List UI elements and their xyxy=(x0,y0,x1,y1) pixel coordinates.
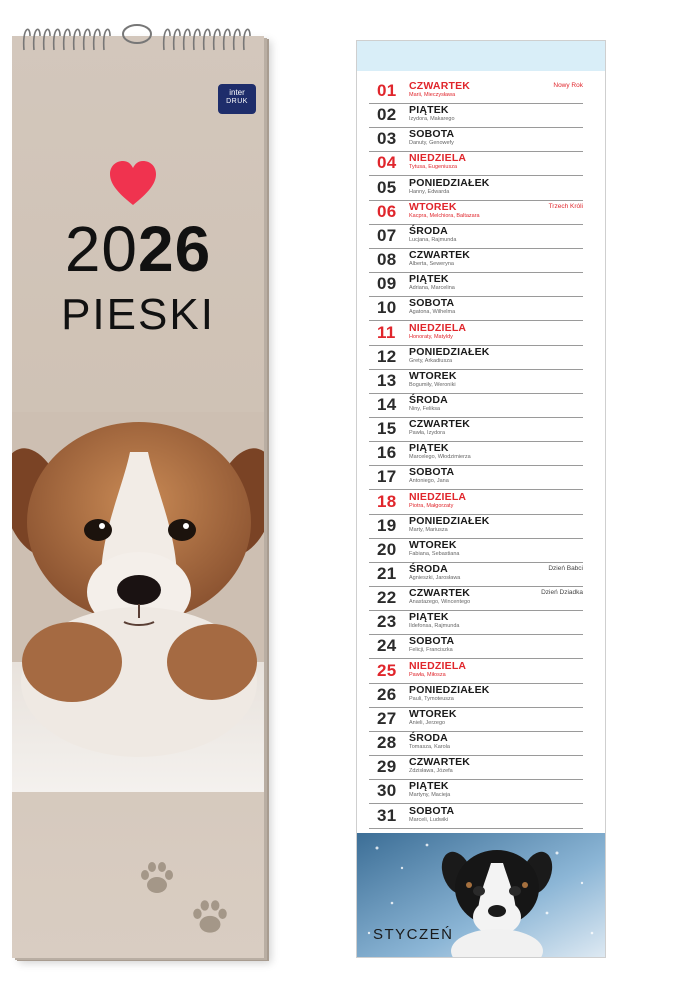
name-day: Izydora, Makarego xyxy=(409,116,455,123)
day-weekday: WTOREK xyxy=(409,707,457,720)
year-thin: 20 xyxy=(64,213,138,285)
day-row xyxy=(369,634,583,659)
name-day: Marii, Mieczysława xyxy=(409,92,456,98)
paw-print-icon xyxy=(188,896,232,940)
name-day: Piotra, Małgorzaty xyxy=(409,502,454,509)
day-row xyxy=(369,707,583,732)
day-row xyxy=(369,200,583,225)
day-weekday: PONIEDZIAŁEK xyxy=(409,345,490,358)
day-weekday: PIĄTEK xyxy=(409,104,449,117)
name-day: Danuty, Genowefy xyxy=(409,140,454,147)
name-day: Marceli, Ludwiki xyxy=(409,816,449,823)
day-row xyxy=(369,755,583,780)
day-number: 13 xyxy=(377,370,397,390)
day-row xyxy=(369,562,583,587)
name-day: Pauli, Tymoteusza xyxy=(409,695,454,702)
day-weekday: WTOREK xyxy=(409,369,457,382)
name-day: Lucjana, Rajmunda xyxy=(409,236,457,243)
day-weekday: NIEDZIELA xyxy=(409,152,467,165)
name-day: Adriana, Marcelina xyxy=(409,285,455,292)
day-row xyxy=(369,514,583,539)
day-number: 21 xyxy=(377,564,397,583)
day-row xyxy=(369,683,583,708)
name-day: Martyny, Macieja xyxy=(409,792,451,799)
day-weekday: PIĄTEK xyxy=(409,442,449,455)
name-day: Kacpra, Melchiora, Baltazara xyxy=(409,212,480,219)
day-weekday: PIĄTEK xyxy=(409,273,449,286)
name-day: Agnieszki, Jarosława xyxy=(409,575,461,581)
holiday-label: Trzech Króli xyxy=(548,202,583,210)
day-number: 09 xyxy=(377,274,397,294)
day-weekday: SOBOTA xyxy=(409,635,455,648)
day-weekday: SOBOTA xyxy=(409,466,455,479)
day-number: 28 xyxy=(377,733,397,753)
name-day: Niny, Feliksa xyxy=(409,405,441,412)
day-weekday: PONIEDZIAŁEK xyxy=(409,683,490,696)
day-number: 03 xyxy=(377,129,397,149)
day-row xyxy=(369,804,583,829)
spiral-binding xyxy=(16,22,266,52)
holiday-label: Dzień Babci xyxy=(548,565,583,572)
day-row xyxy=(369,224,583,249)
name-day: Anastazego, Wincentego xyxy=(409,599,471,606)
name-day: Pawła, Miłosza xyxy=(409,671,446,678)
day-number: 07 xyxy=(377,225,397,245)
day-row xyxy=(369,538,583,563)
day-weekday: SOBOTA xyxy=(409,297,455,310)
day-weekday: PONIEDZIAŁEK xyxy=(409,176,490,189)
day-row xyxy=(369,79,583,104)
day-weekday: WTOREK xyxy=(409,538,457,551)
day-row xyxy=(369,103,583,128)
top-color-band xyxy=(357,41,605,71)
day-row xyxy=(369,321,583,346)
day-number: 14 xyxy=(377,394,397,414)
day-weekday: CZWARTEK xyxy=(409,80,471,92)
day-row xyxy=(369,779,583,804)
name-day: Anieli, Jerzego xyxy=(409,719,446,726)
name-day: Tomasza, Karola xyxy=(409,744,450,751)
name-day: Alberta, Seweryna xyxy=(409,261,454,268)
name-day: Pawła, Izydora xyxy=(409,430,446,437)
brand-logo xyxy=(218,84,256,114)
name-day: Ildefonsa, Rajmunda xyxy=(409,623,460,630)
name-day: Tytusa, Eugeniusza xyxy=(409,164,458,171)
name-day: Antoniego, Jana xyxy=(409,478,449,485)
name-day: Marty, Mariusza xyxy=(409,526,448,533)
day-weekday: ŚRODA xyxy=(409,563,448,575)
name-day: Fabiana, Sebastiana xyxy=(409,550,460,557)
name-day: Bogumiły, Weroniki xyxy=(409,381,456,388)
name-day: Grety, Arkadiusza xyxy=(409,357,452,364)
day-row xyxy=(369,465,583,490)
day-row xyxy=(369,659,583,684)
day-row xyxy=(369,441,583,466)
day-number: 17 xyxy=(377,467,397,487)
day-weekday: PIĄTEK xyxy=(409,780,449,793)
day-number: 02 xyxy=(377,105,397,125)
day-number: 31 xyxy=(377,805,397,825)
day-row xyxy=(369,151,583,176)
cover-title: PIESKI xyxy=(61,290,215,339)
name-day: Hanny, Edwarda xyxy=(409,188,450,195)
holiday-label: Dzień Dziadka xyxy=(541,589,583,597)
year-bold: 26 xyxy=(138,213,212,285)
day-number: 12 xyxy=(377,346,397,366)
day-weekday: CZWARTEK xyxy=(409,249,471,262)
day-number: 05 xyxy=(377,177,397,197)
day-weekday: ŚRODA xyxy=(409,732,448,745)
month-name: STYCZEŃ xyxy=(373,926,454,943)
day-row xyxy=(369,393,583,418)
puppy-photo xyxy=(12,412,264,792)
day-number: 18 xyxy=(377,491,397,511)
day-number: 11 xyxy=(377,322,396,342)
day-weekday: CZWARTEK xyxy=(409,587,471,600)
day-number: 29 xyxy=(377,757,397,777)
month-puppy-photo xyxy=(357,833,605,958)
heart-icon xyxy=(108,160,158,208)
brand-line1: inter xyxy=(229,88,245,97)
day-number: 04 xyxy=(377,153,397,173)
day-number: 27 xyxy=(377,708,397,728)
day-weekday: SOBOTA xyxy=(409,804,455,817)
day-row xyxy=(369,417,583,442)
day-row xyxy=(369,610,583,635)
calendar-month-page xyxy=(356,40,606,958)
cover-year xyxy=(12,212,264,286)
day-weekday: ŚRODA xyxy=(409,224,448,237)
day-number: 19 xyxy=(377,515,397,535)
day-number: 25 xyxy=(377,660,397,680)
holiday-label: Nowy Rok xyxy=(553,82,583,89)
day-number: 23 xyxy=(377,612,397,632)
day-number: 15 xyxy=(377,419,397,439)
day-number: 01 xyxy=(377,81,397,100)
day-weekday: NIEDZIELA xyxy=(409,321,467,334)
name-day: Zdzisława, Józefa xyxy=(409,768,453,775)
day-number: 24 xyxy=(377,636,397,656)
name-day: Marcelego, Włodzimierza xyxy=(409,454,471,461)
day-number: 16 xyxy=(377,443,397,463)
day-row xyxy=(369,248,583,273)
day-row xyxy=(369,369,583,394)
day-weekday: CZWARTEK xyxy=(409,418,471,431)
day-row xyxy=(369,490,583,515)
day-weekday: PIĄTEK xyxy=(409,611,449,624)
day-row xyxy=(369,127,583,152)
day-weekday: NIEDZIELA xyxy=(409,659,467,672)
name-day: Felicji, Franciszka xyxy=(409,647,453,654)
day-weekday: PONIEDZIAŁEK xyxy=(409,514,490,527)
day-number: 30 xyxy=(377,781,397,801)
day-row xyxy=(369,272,583,297)
day-number: 06 xyxy=(377,201,397,221)
brand-line2: DRUK xyxy=(226,98,248,105)
day-weekday: ŚRODA xyxy=(409,393,448,406)
day-weekday: NIEDZIELA xyxy=(409,490,467,503)
day-number: 26 xyxy=(377,684,397,704)
day-number: 08 xyxy=(377,250,397,270)
day-row xyxy=(369,731,583,756)
day-number: 10 xyxy=(377,298,397,318)
name-day: Agatona, Wilhelma xyxy=(409,309,456,316)
day-number: 20 xyxy=(377,539,397,559)
day-row xyxy=(369,345,583,370)
name-day: Honoraty, Matyldy xyxy=(409,333,453,340)
paw-print-icon xyxy=(136,858,178,900)
day-row xyxy=(369,586,583,611)
day-weekday: WTOREK xyxy=(409,200,457,213)
day-weekday: SOBOTA xyxy=(409,128,455,141)
day-weekday: CZWARTEK xyxy=(409,756,471,769)
day-row xyxy=(369,296,583,321)
day-row xyxy=(369,176,583,201)
day-number: 22 xyxy=(377,588,397,608)
